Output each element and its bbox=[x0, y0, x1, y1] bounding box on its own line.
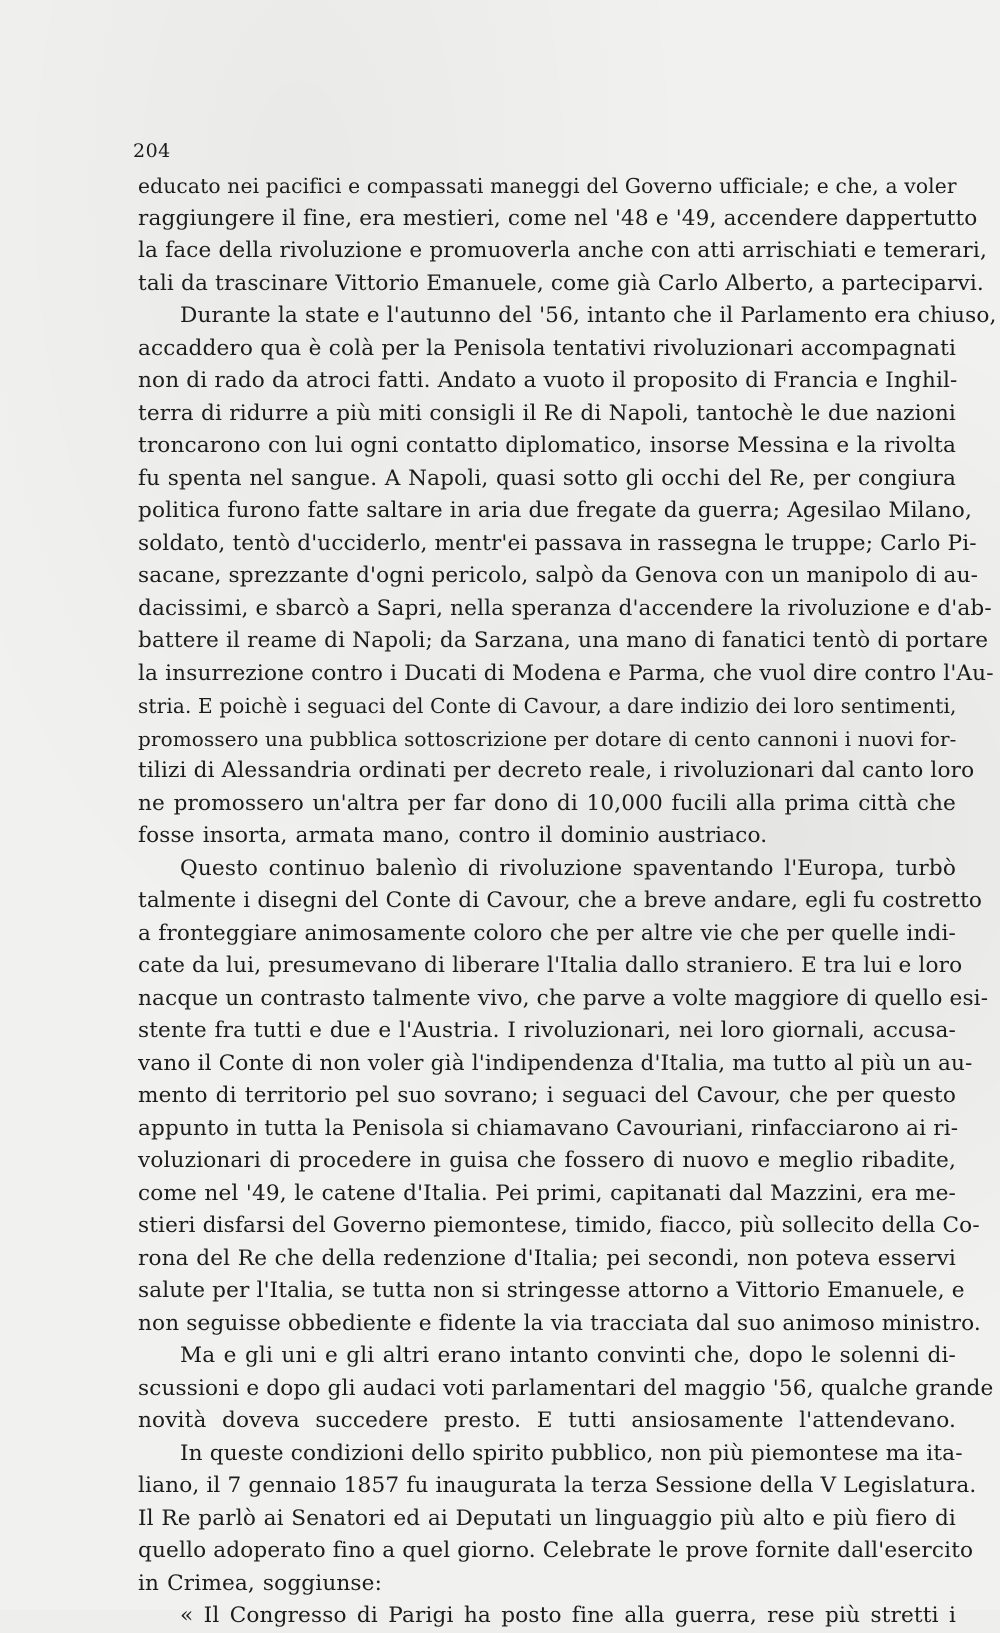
text-line: tali da trascinare Vittorio Emanuele, come già Carlo Alberto, a parteciparvi. bbox=[138, 270, 984, 296]
text-line: stieri disfarsi del Governo piemontese, timido, fiacco, più sollecito della Co- bbox=[138, 1213, 980, 1238]
text-line: mento di territorio pel suo sovrano; i seguaci del Cavour, che per questo bbox=[138, 1083, 956, 1108]
text-line: Ma e gli uni e gli altri erano intanto convinti che, dopo le solenni di- bbox=[180, 1343, 956, 1368]
text-line: sacane, sprezzante d'ogni pericolo, salpò da Genova con un manipolo di au- bbox=[138, 563, 979, 588]
text-line: « Il Congresso di Parigi ha posto fine alla guerra, rese più stretti i bbox=[180, 1603, 956, 1628]
text-line: non di rado da atroci fatti. Andato a vuoto il proposito di Francia e Inghil- bbox=[138, 368, 958, 393]
text-line: salute per l'Italia, se tutta non si stringesse attorno a Vittorio Emanuele, e bbox=[138, 1278, 965, 1303]
text-line: fu spenta nel sangue. A Napoli, quasi sotto gli occhi del Re, per congiura bbox=[138, 465, 956, 491]
text-line: novità doveva succedere presto. E tutti ansiosamente l'attendevano. bbox=[138, 1408, 956, 1433]
text-line: nacque un contrasto talmente vivo, che parve a volte maggiore di quello esi- bbox=[138, 985, 989, 1011]
text-line: dacissimi, e sbarcò a Sapri, nella speranza d'accendere la rivoluzione e d'ab- bbox=[138, 595, 992, 621]
text-line: voluzionari di procedere in guisa che fossero di nuovo e meglio ribadite, bbox=[138, 1148, 956, 1173]
text-line: politica furono fatte saltare in aria due fregate da guerra; Agesilao Milano, bbox=[138, 498, 972, 523]
text-line: quello adoperato fino a quel giorno. Celebrate le prove fornite dall'esercito bbox=[138, 1538, 974, 1563]
text-line: talmente i disegni del Conte di Cavour, che a breve andare, egli fu costretto bbox=[138, 888, 983, 913]
text-line: troncarono con lui ogni contatto diplomatico, insorse Messina e la rivolta bbox=[138, 433, 956, 458]
text-line: stria. E poichè i seguaci del Conte di Cavour, a dare indizio dei loro sentimenti, bbox=[138, 694, 957, 718]
text-line: In queste condizioni dello spirito pubblico, non più piemontese ma ita- bbox=[180, 1440, 963, 1466]
text-line: in Crimea, soggiunse: bbox=[138, 1570, 383, 1596]
body-text bbox=[138, 170, 997, 1633]
text-line: educato nei pacifici e compassati maneggi del Governo ufficiale; e che, a voler bbox=[138, 174, 957, 198]
text-line: a fronteggiare animosamente coloro che per altre vie che per quelle indi- bbox=[138, 920, 956, 946]
text-line: terra di ridurre a più miti consigli il Re di Napoli, tantochè le due nazioni bbox=[138, 400, 956, 426]
text-line: scussioni e dopo gli audaci voti parlamentari del maggio '56, qualche grande bbox=[138, 1375, 994, 1401]
text-line: cate da lui, presumevano di liberare l'Italia dallo straniero. E tra lui e loro bbox=[138, 953, 963, 978]
text-line: Durante la state e l'autunno del '56, intanto che il Parlamento era chiuso, bbox=[180, 303, 997, 328]
text-line: Il Re parlò ai Senatori ed ai Deputati un linguaggio più alto e più fiero di bbox=[138, 1505, 956, 1531]
text-line: non seguisse obbediente e fidente la via tracciata dal suo animoso ministro. bbox=[138, 1310, 981, 1336]
text-line: appunto in tutta la Penisola si chiamavano Cavouriani, rinfacciarono ai ri- bbox=[138, 1115, 959, 1141]
text-line: liano, il 7 gennaio 1857 fu inaugurata la terza Sessione della V Legislatura. bbox=[138, 1473, 977, 1498]
page-number: 204 bbox=[133, 140, 171, 162]
text-line: soldato, tentò d'ucciderlo, mentr'ei passava in rassegna le truppe; Carlo Pi- bbox=[138, 530, 977, 556]
text-line: Questo continuo balenìo di rivoluzione spaventando l'Europa, turbò bbox=[180, 855, 956, 881]
text-line: raggiungere il fine, era mestieri, come nel '48 e '49, accendere dappertutto bbox=[138, 205, 978, 231]
text-line: vano il Conte di non voler già l'indipendenza d'Italia, ma tutto al più un au- bbox=[138, 1050, 973, 1076]
text-line: battere il reame di Napoli; da Sarzana, una mano di fanatici tentò di portare bbox=[138, 628, 989, 653]
text-line: stente fra tutti e due e l'Austria. I rivoluzionari, nei loro giornali, accusa- bbox=[138, 1018, 956, 1043]
text-line: promossero una pubblica sottoscrizione per dotare di cento cannoni i nuovi for- bbox=[138, 726, 957, 751]
text-line: la face della rivoluzione e promuoverla anche con atti arrischiati e temerari, bbox=[138, 238, 987, 263]
text-line: ne promossero un'altra per far dono di 10,000 fucili alla prima città che bbox=[138, 790, 956, 816]
text-line: la insurrezione contro i Ducati di Modena e Parma, che vuol dire contro l'Au- bbox=[138, 660, 994, 686]
text-line: rona del Re che della redenzione d'Italia; pei secondi, non poteva esservi bbox=[138, 1245, 956, 1271]
text-line: fosse insorta, armata mano, contro il dominio austriaco. bbox=[138, 823, 768, 848]
text-line: come nel '49, le catene d'Italia. Pei primi, capitanati dal Mazzini, era me- bbox=[138, 1180, 956, 1206]
text-line: tilizi di Alessandria ordinati per decreto reale, i rivoluzionari dal canto loro bbox=[138, 758, 975, 783]
text-line: accaddero qua è colà per la Penisola tentativi rivoluzionari accompagnati bbox=[138, 335, 956, 361]
